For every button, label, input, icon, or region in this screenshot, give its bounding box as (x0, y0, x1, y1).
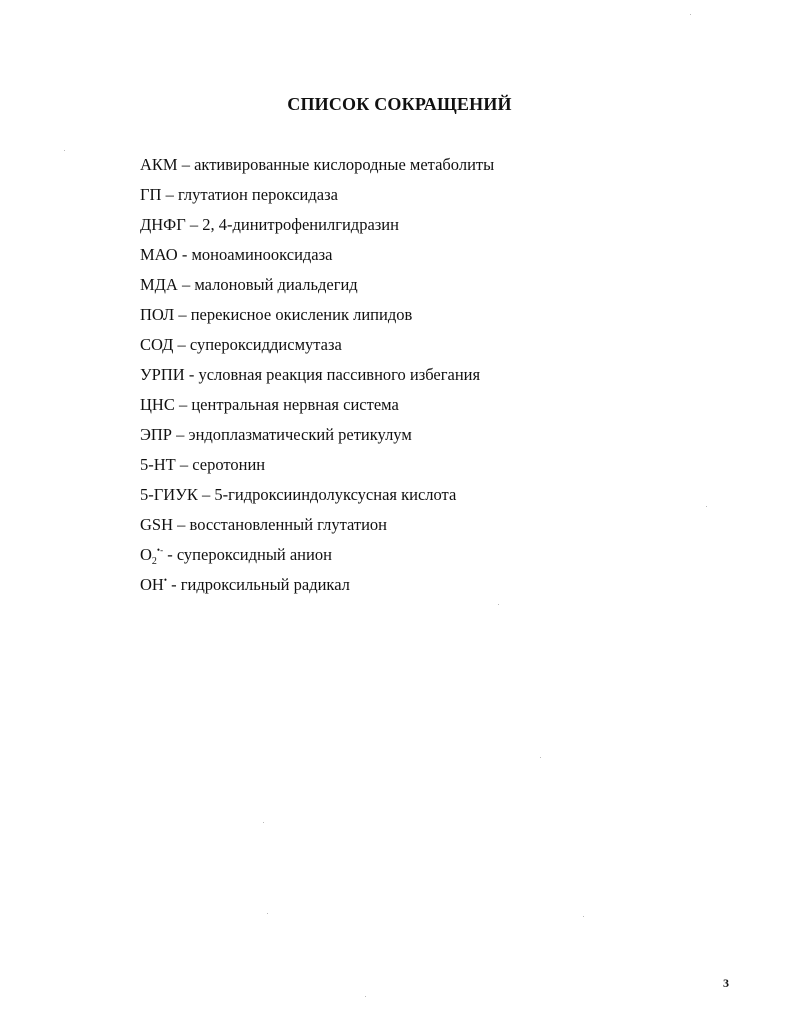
abbreviation: СОД (140, 335, 174, 354)
definition: малоновый диальдегид (194, 275, 358, 294)
definition: перекисное окисленик липидов (190, 305, 413, 324)
list-item (140, 154, 494, 184)
abbreviation: ДНФГ (140, 215, 186, 234)
separator: – (174, 305, 191, 324)
scan-speck (690, 14, 691, 15)
scan-speck (583, 916, 584, 917)
list-item (140, 454, 494, 484)
abbreviation: GSH (140, 515, 174, 534)
definition: глутатион пероксидаза (177, 185, 338, 204)
separator: – (161, 185, 178, 204)
separator: - (184, 365, 199, 384)
scan-speck (267, 913, 268, 914)
definition: активированные кислородные метаболиты (194, 155, 495, 174)
list-item (140, 514, 494, 544)
scan-speck (263, 822, 264, 823)
list-item (140, 394, 494, 424)
list-item (140, 274, 494, 304)
abbreviation: МАО (140, 245, 178, 264)
definition: супероксиддисмутаза (189, 335, 342, 354)
definition: серотонин (192, 455, 266, 474)
abbreviation: МДА (140, 275, 178, 294)
list-item (140, 184, 494, 214)
separator: – (197, 485, 215, 504)
abbreviation: ПОЛ (140, 305, 175, 324)
list-item (140, 364, 494, 394)
abbreviation: 5-НТ (140, 455, 176, 474)
definition: гидроксильный радикал (180, 575, 350, 594)
scan-speck (498, 604, 499, 605)
superscript: • (163, 575, 167, 585)
definition: супероксидный анион (176, 545, 332, 564)
subscript: 2 (151, 556, 157, 567)
definition: моноаминооксидаза (191, 245, 333, 264)
superscript: •- (156, 545, 164, 555)
separator: – (177, 275, 195, 294)
definition: условная реакция пассивного избегания (198, 365, 481, 384)
separator: – (173, 515, 190, 534)
abbreviation-list (140, 154, 494, 604)
separator: – (175, 455, 193, 474)
definition: 2, 4-динитрофенилгидразин (202, 215, 399, 234)
abbreviation: ГП (140, 185, 162, 204)
abbreviation: O (140, 545, 152, 564)
list-item (140, 244, 494, 274)
separator: – (177, 155, 195, 174)
definition: 5-гидроксииндолуксусная кислота (214, 485, 457, 504)
scan-speck (365, 996, 366, 997)
page-number: 3 (723, 976, 729, 990)
separator: - (177, 245, 192, 264)
separator: - (163, 545, 177, 564)
list-item (140, 334, 494, 364)
abbreviation: 5-ГИУК (140, 485, 198, 504)
separator: – (172, 425, 189, 444)
separator: – (185, 215, 203, 234)
definition: центральная нервная система (191, 395, 399, 414)
abbreviation: ЭПР (140, 425, 172, 444)
scan-speck (64, 150, 65, 151)
separator: – (174, 395, 192, 414)
scan-speck (706, 506, 707, 507)
abbreviation: УРПИ (140, 365, 185, 384)
abbreviation: АКМ (140, 155, 178, 174)
abbreviation: OH (140, 575, 164, 594)
separator: – (173, 335, 190, 354)
separator: - (167, 575, 181, 594)
abbreviation: ЦНС (140, 395, 175, 414)
definition: эндоплазматический ретикулум (188, 425, 412, 444)
list-item (140, 424, 494, 454)
list-item (140, 574, 494, 604)
list-item (140, 484, 494, 514)
list-item (140, 214, 494, 244)
scan-speck (540, 757, 541, 758)
list-item (140, 544, 494, 574)
page-title: СПИСОК СОКРАЩЕНИЙ (287, 94, 512, 114)
list-item (140, 304, 494, 334)
definition: восстановленный глутатион (189, 515, 387, 534)
